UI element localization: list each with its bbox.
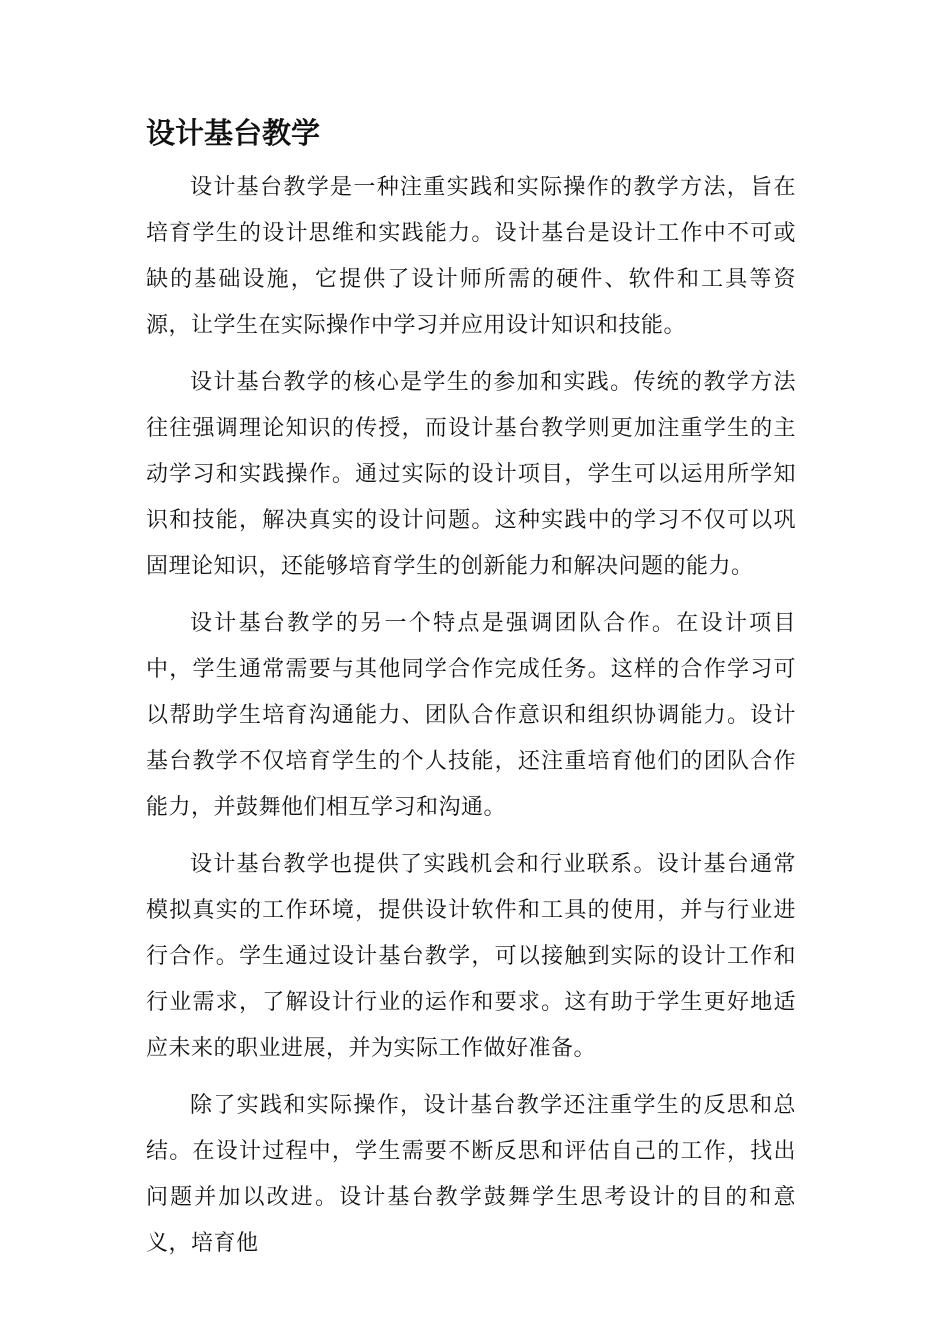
document-body: [146, 165, 796, 1278]
paragraph-1: 设计基台教学是一种注重实践和实际操作的教学方法，旨在培育学生的设计思维和实践能力。设计基台是设计工作中不可或缺的基础设施，它提供了设计师所需的硬件、软件和工具等资源，让学生在实际操作中学习并应用设计知识和技能。: [146, 175, 796, 338]
paragraph-3: 设计基台教学的另一个特点是强调团队合作。在设计项目中，学生通常需要与其他同学合作完成任务。这样的合作学习可以帮助学生培育沟通能力、团队合作意识和组织协调能力。设计基台教学不仅培育学生的个人技能，还注重培育他们的团队合作能力，并鼓舞他们相互学习和沟通。: [146, 611, 796, 820]
paragraph-4: 设计基台教学也提供了实践机会和行业联系。设计基台通常模拟真实的工作环境，提供设计软件和工具的使用，并与行业进行合作。学生通过设计基台教学，可以接触到实际的设计工作和行业需求，了解设计行业的运作和要求。这有助于学生更好地适应未来的职业进展，并为实际工作做好准备。: [146, 852, 796, 1061]
paragraph-5: 除了实践和实际操作，设计基台教学还注重学生的反思和总结。在设计过程中，学生需要不断反思和评估自己的工作，找出问题并加以改进。设计基台教学鼓舞学生思考设计的目的和意义，培育他: [146, 1093, 796, 1256]
paragraph-2: 设计基台教学的核心是学生的参加和实践。传统的教学方法往往强调理论知识的传授，而设计基台教学则更加注重学生的主动学习和实践操作。通过实际的设计项目，学生可以运用所学知识和技能，解决真实的设计问题。这种实践中的学习不仅可以巩固理论知识，还能够培育学生的创新能力和解决问题的能力。: [146, 370, 796, 579]
document-title: 设计基台教学: [146, 116, 321, 150]
